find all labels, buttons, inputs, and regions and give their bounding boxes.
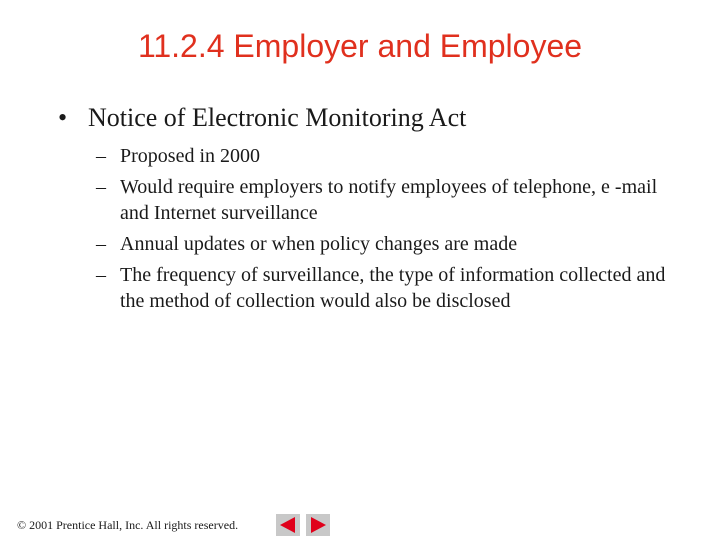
sub-bullet-text: Annual updates or when policy changes are made	[120, 233, 518, 255]
dash-marker: –	[96, 145, 106, 167]
sub-bullet-item	[96, 174, 680, 226]
next-slide-button[interactable]	[306, 514, 330, 536]
sub-bullet-text: Would require employers to notify employees of telephone, e -mail and Internet surveillance	[120, 176, 658, 224]
sub-bullet-item	[96, 262, 680, 314]
dash-marker: –	[96, 176, 106, 198]
slide-title: 11.2.4 Employer and Employee	[137, 28, 583, 64]
sub-bullet-item	[96, 143, 680, 169]
dash-marker: –	[96, 264, 106, 286]
right-arrow-icon	[306, 514, 330, 536]
left-arrow-icon	[276, 514, 300, 536]
bullet-marker: •	[58, 103, 68, 132]
sub-bullet-text: The frequency of surveillance, the type of information collected and the method of collection would also be disclosed	[120, 264, 666, 312]
main-bullet	[58, 103, 466, 133]
main-bullet-text: Notice of Electronic Monitoring Act	[88, 103, 467, 132]
copyright-footer: © 2001 Prentice Hall, Inc. All rights reserved.	[17, 518, 239, 532]
dash-marker: –	[96, 233, 106, 255]
sub-bullet-list	[96, 143, 680, 319]
sub-bullet-item	[96, 231, 680, 257]
previous-slide-button[interactable]	[276, 514, 300, 536]
sub-bullet-text: Proposed in 2000	[120, 145, 260, 167]
